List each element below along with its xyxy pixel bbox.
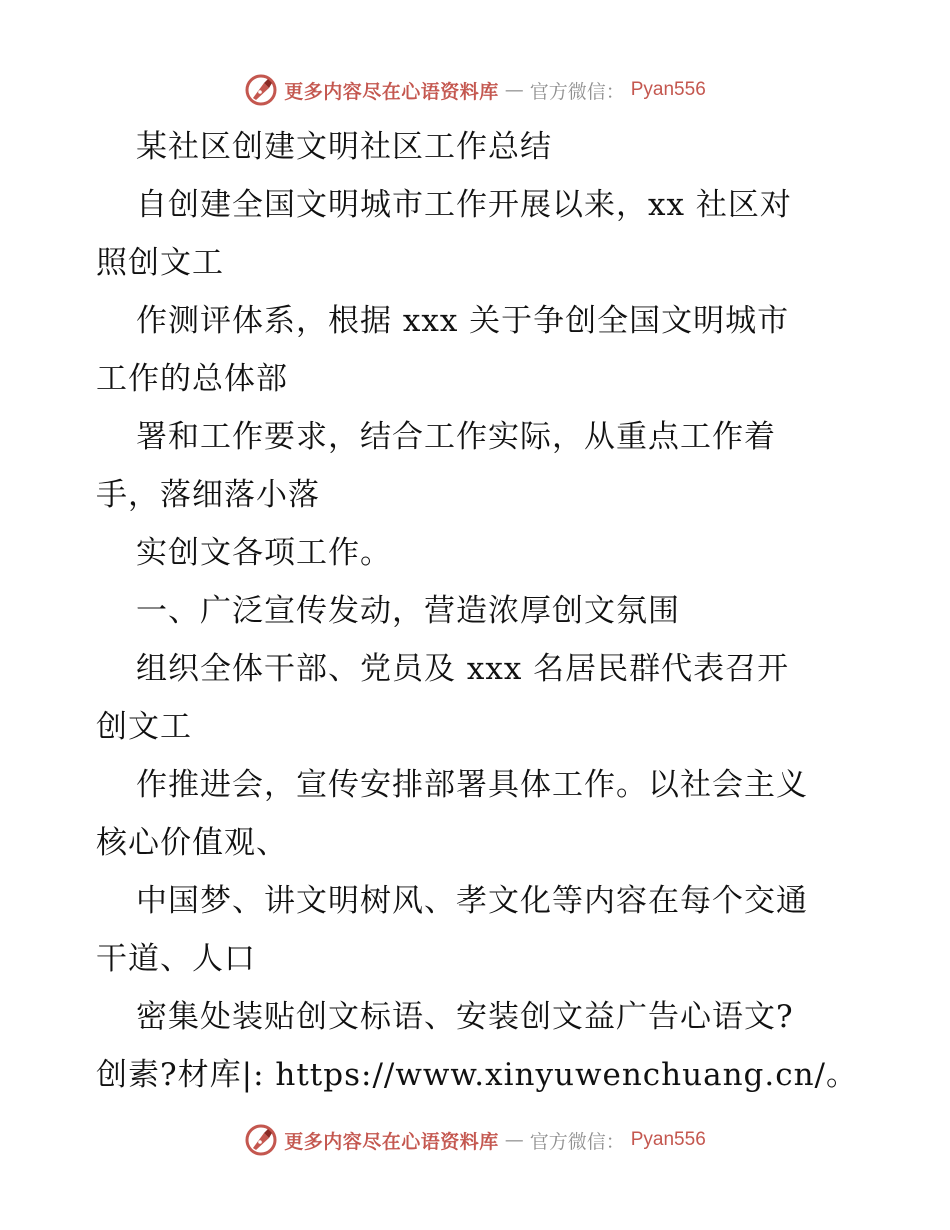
banner-text: 更多内容尽在心语资料库 — [284, 80, 499, 103]
paragraph-line: 中国梦、讲文明树风、孝文化等内容在每个交通 — [136, 883, 808, 919]
pen-nib-logo-icon — [244, 1123, 278, 1157]
paragraph-line: 作推进会，宣传安排部署具体工作。以社会主义 — [136, 767, 808, 803]
paragraph-line: 干道、人口 — [96, 941, 256, 977]
pen-nib-logo-icon — [244, 73, 278, 107]
banner-dash: — — [504, 79, 524, 101]
paragraph-line: 创文工 — [96, 709, 192, 745]
paragraph-line: 工作的总体部 — [96, 361, 288, 397]
banner-wechat-label: 官方微信： — [529, 1130, 625, 1153]
section-heading: 一、广泛宣传发动，营造浓厚创文氛围 — [136, 593, 680, 629]
paragraph-line: 创素?材库|: https://www.xinyuwenchuang.cn/。 — [96, 1057, 859, 1093]
banner-wechat-id: Pyan556 — [630, 79, 706, 100]
paragraph-line: 署和工作要求，结合工作实际，从重点工作着 — [136, 419, 776, 455]
paragraph-line: 核心价值观、 — [96, 825, 288, 861]
header-banner — [0, 70, 950, 110]
document-title: 某社区创建文明社区工作总结 — [136, 129, 552, 165]
banner-text: 更多内容尽在心语资料库 — [284, 1130, 499, 1153]
paragraph-line: 照创文工 — [96, 245, 224, 281]
paragraph-line: 实创文各项工作。 — [136, 535, 392, 571]
paragraph-line: 密集处装贴创文标语、安装创文益广告心语文? — [136, 999, 794, 1035]
paragraph-line: 自创建全国文明城市工作开展以来，xx 社区对 — [136, 187, 792, 223]
banner-wechat-label: 官方微信： — [529, 80, 625, 103]
footer-banner — [0, 1120, 950, 1160]
paragraph-line: 组织全体干部、党员及 xxx 名居民群代表召开 — [136, 651, 790, 687]
banner-dash: — — [504, 1129, 524, 1151]
document-body — [96, 118, 866, 1104]
banner-wechat-id: Pyan556 — [630, 1129, 706, 1150]
paragraph-line: 作测评体系，根据 xxx 关于争创全国文明城市 — [136, 303, 790, 339]
paragraph-line: 手，落细落小落 — [96, 477, 320, 513]
